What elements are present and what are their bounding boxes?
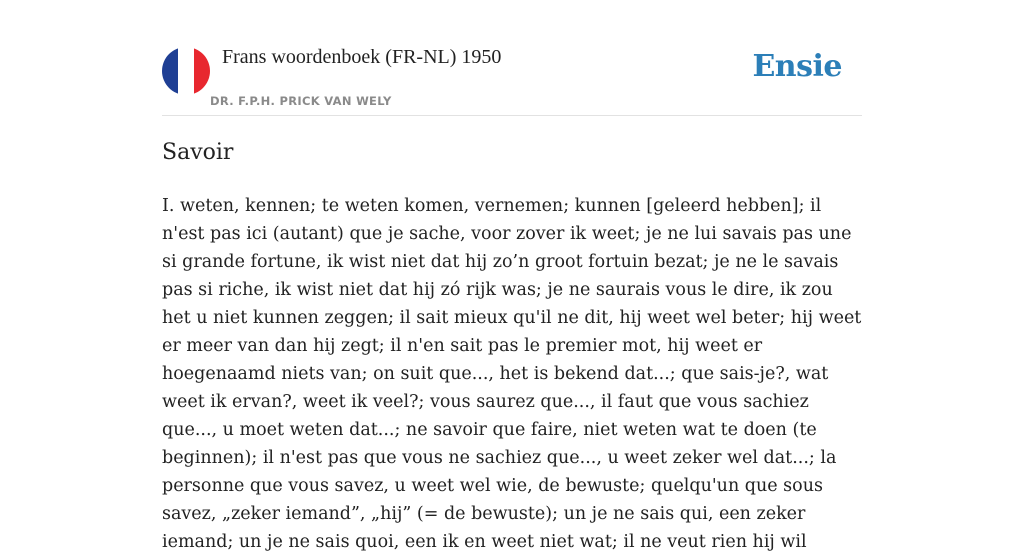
entry-headword: Savoir — [162, 140, 234, 165]
entry-definition: I. weten, kennen; te weten komen, vernemen; kunnen [geleerd hebben]; il n'est pas ici (autant) que je sache, voor zover ik weet; je ne lui savais pas une si grande fortune, ik wist niet dat hij zo’n groot fortuin bezat; je ne le savais pas si riche, ik wist niet dat hij zó rijk was; je ne saurais vous le dire, ik zou het u niet kunnen zeggen; il sait mieux qu'il ne dit, hij weet wel beter; hij weet er meer van dan hij zegt; il n'en sait pas le premier mot, hij weet er hoegenaamd niets van; on suit que..., het is bekend dat...; que sais-je?, wat weet ik ervan?, weet ik veel?; vous saurez que..., il faut que vous sachiez que..., u moet weten dat...; ne savoir que faire, niet weten wat te doen (te beginnen); il n'est pas que vous ne sachiez que..., u weet zeker wel dat...; la personne que vous savez, u weet wel wie, de bewuste; quelqu'un que sous savez, „zeker iemand”, „hij” (= de bewuste); un je ne sais qui, een zeker iemand; un je ne sais quoi, een ik en weet niet wat; il ne veut rien hij wil — [162, 196, 862, 552]
flag-stripe-red — [194, 47, 210, 95]
page-container — [162, 0, 862, 552]
book-title[interactable]: Frans woordenboek (FR-NL) 1950 — [222, 46, 502, 68]
flag-stripe-blue — [162, 47, 178, 95]
book-author: DR. F.P.H. PRICK VAN WELY — [210, 94, 392, 108]
header-divider — [162, 115, 862, 116]
ensie-logo-link[interactable]: Ensie — [752, 49, 842, 84]
flag-stripe-white — [178, 47, 194, 95]
france-flag-icon — [162, 47, 210, 95]
